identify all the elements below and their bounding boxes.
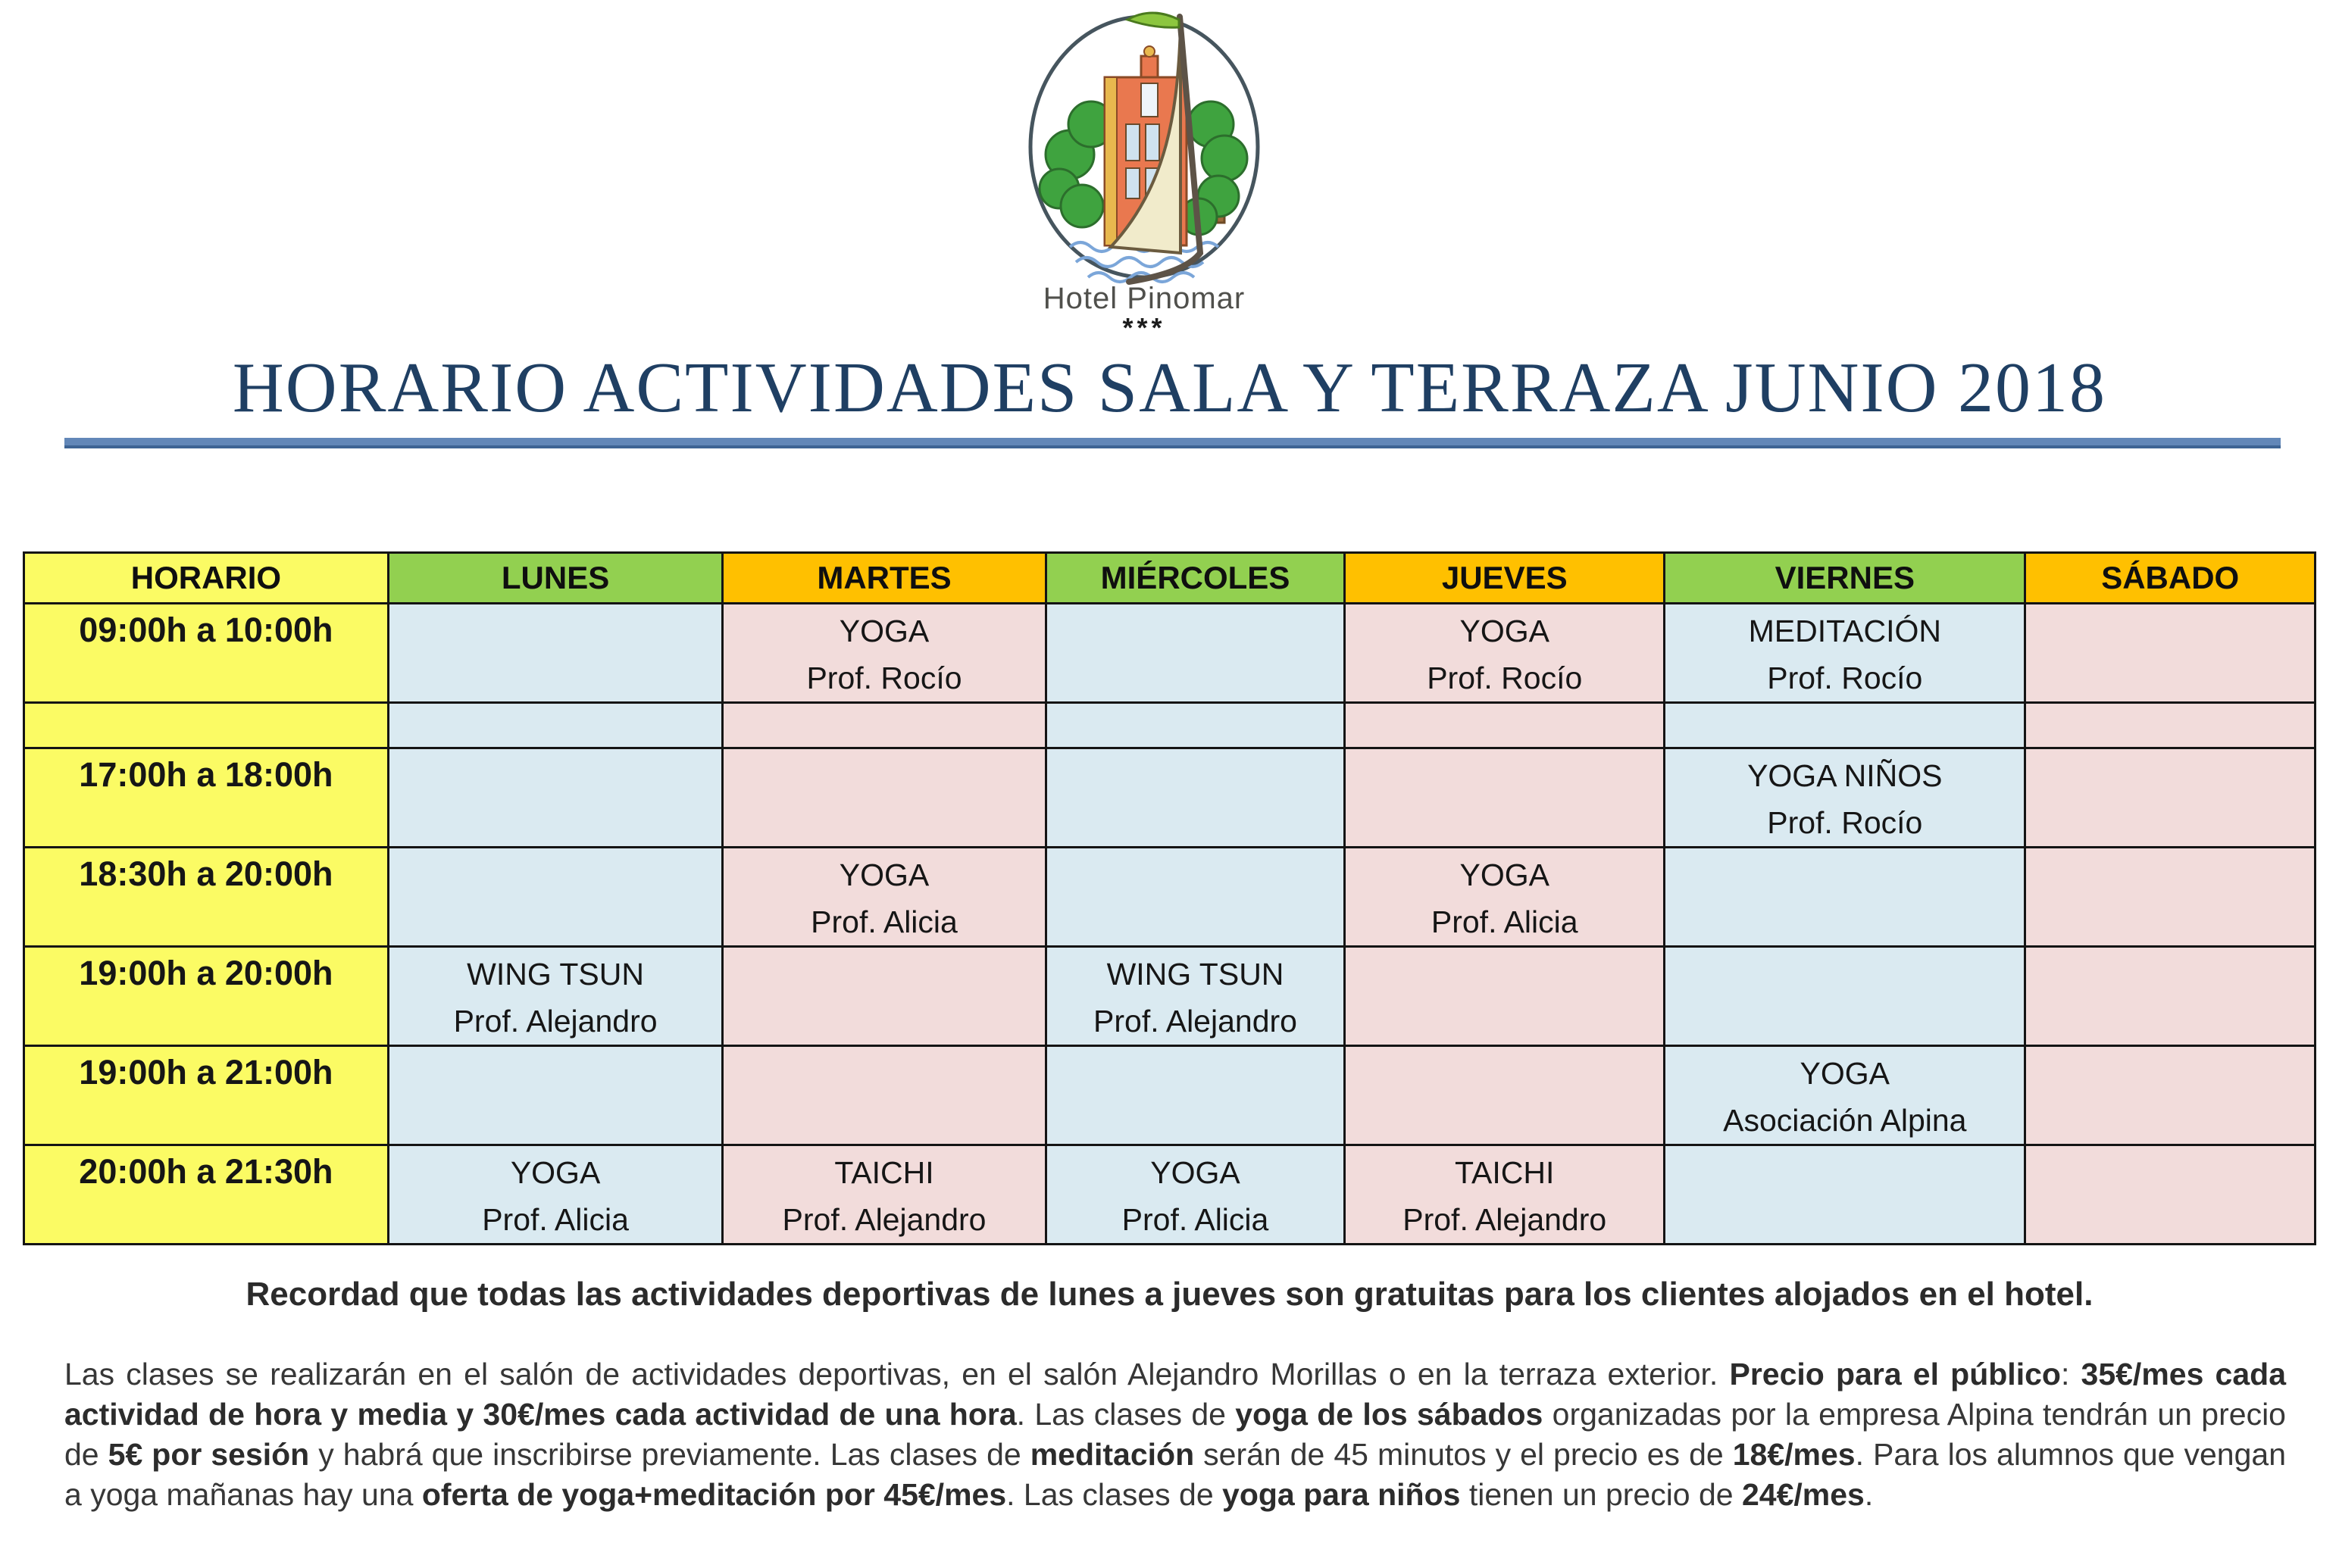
- pricing-bold-segment: yoga para niños: [1222, 1477, 1461, 1512]
- column-header-lunes: LUNES: [388, 553, 723, 604]
- activity-cell: [388, 703, 723, 748]
- activity-cell: [2025, 848, 2316, 947]
- activity-name: YOGA: [1800, 1056, 1890, 1091]
- activity-cell: [2025, 947, 2316, 1046]
- activity-cell: [723, 604, 1046, 703]
- pricing-text-segment: tienen un precio de: [1460, 1477, 1742, 1512]
- activity-name: YOGA: [1459, 614, 1549, 648]
- pricing-text-segment: serán de 45 minutos y el precio es de: [1194, 1437, 1733, 1472]
- pricing-text-segment: .: [1864, 1477, 1874, 1512]
- activity-cell: [1046, 947, 1345, 1046]
- activity-cell: [388, 1046, 723, 1145]
- activity-cell: [2025, 1046, 2316, 1145]
- schedule-header-row: [24, 553, 2316, 604]
- pricing-text-segment: . Las clases de: [1006, 1477, 1223, 1512]
- column-header-miércoles: MIÉRCOLES: [1046, 553, 1345, 604]
- pricing-text-segment: Las clases se realizarán en el salón de actividades deportivas, en el salón Alejandro Morillas o en la terraza exterior.: [64, 1357, 1730, 1392]
- schedule-row-1: [24, 703, 2316, 748]
- logo-caption: Hotel Pinomar: [1043, 282, 1246, 315]
- schedule-table-wrap: [23, 551, 2316, 1245]
- time-cell: 19:00h a 21:00h: [24, 1046, 389, 1145]
- activity-cell: [1345, 1145, 1665, 1245]
- pricing-bold-segment: oferta de yoga+meditación por 45€/mes: [421, 1477, 1007, 1512]
- pricing-text-segment: . Las clases de: [1016, 1397, 1236, 1432]
- activity-cell: [388, 848, 723, 947]
- activity-teacher: Prof. Alicia: [1121, 1202, 1269, 1237]
- activity-cell: [1345, 748, 1665, 848]
- activity-cell: [723, 748, 1046, 848]
- hotel-logo: [993, 3, 1296, 343]
- activity-cell: [1345, 947, 1665, 1046]
- activity-teacher: Prof. Rocío: [1767, 805, 1923, 840]
- pricing-bold-segment: 35€/mes cada actividad de hora y media y 30€/mes cada actividad de una hora: [64, 1357, 2287, 1432]
- activity-cell: [1345, 703, 1665, 748]
- activity-teacher: Prof. Alicia: [811, 904, 958, 939]
- activity-cell: [723, 1046, 1046, 1145]
- pricing-bold-segment: yoga de los sábados: [1235, 1397, 1543, 1432]
- pricing-bold-segment: 18€/mes: [1732, 1437, 1856, 1472]
- column-header-jueves: JUEVES: [1345, 553, 1665, 604]
- hotel-logo-image: [1000, 3, 1288, 285]
- column-header-sábado: SÁBADO: [2025, 553, 2316, 604]
- activity-cell: [2025, 748, 2316, 848]
- activity-cell: [723, 703, 1046, 748]
- logo-stars: ***: [1122, 312, 1166, 343]
- activity-cell: [1665, 848, 2025, 947]
- pricing-bold-segment: meditación: [1030, 1437, 1195, 1472]
- activity-name: YOGA: [510, 1155, 601, 1190]
- activity-teacher: Prof. Alejandro: [453, 1004, 658, 1039]
- activity-cell: [1665, 1145, 2025, 1245]
- activity-name: TAICHI: [834, 1155, 934, 1190]
- activity-cell: [1046, 703, 1345, 748]
- activity-teacher: Prof. Alicia: [1431, 904, 1578, 939]
- activity-cell: [388, 748, 723, 848]
- activity-teacher: Prof. Rocío: [1427, 661, 1583, 695]
- activity-cell: [1345, 848, 1665, 947]
- time-cell: 19:00h a 20:00h: [24, 947, 389, 1046]
- pricing-bold-segment: Precio para el público: [1729, 1357, 2061, 1392]
- time-cell: 17:00h a 18:00h: [24, 748, 389, 848]
- activity-cell: [2025, 703, 2316, 748]
- activity-cell: [1046, 748, 1345, 848]
- activity-cell: [1046, 1145, 1345, 1245]
- schedule-table: [23, 551, 2316, 1245]
- activity-cell: [1046, 848, 1345, 947]
- activity-cell: [1345, 1046, 1665, 1145]
- schedule-body: [24, 604, 2316, 1245]
- activity-name: YOGA NIÑOS: [1747, 758, 1943, 793]
- activity-cell: [1345, 604, 1665, 703]
- activity-name: YOGA: [839, 857, 930, 892]
- activity-cell: [1665, 947, 2025, 1046]
- activity-teacher: Prof. Rocío: [806, 661, 962, 695]
- activity-cell: [388, 604, 723, 703]
- schedule-row-0: [24, 604, 2316, 703]
- time-cell: 18:30h a 20:00h: [24, 848, 389, 947]
- activity-teacher: Prof. Alejandro: [782, 1202, 987, 1237]
- activity-name: YOGA: [839, 614, 930, 648]
- activity-teacher: Prof. Alejandro: [1402, 1202, 1607, 1237]
- activity-cell: [723, 1145, 1046, 1245]
- activity-teacher: Prof. Alejandro: [1093, 1004, 1297, 1039]
- activity-teacher: Prof. Alicia: [482, 1202, 629, 1237]
- column-header-horario: HORARIO: [24, 553, 389, 604]
- activity-cell: [1665, 703, 2025, 748]
- activity-cell: [1046, 1046, 1345, 1145]
- activity-name: WING TSUN: [467, 957, 644, 992]
- activity-cell: [388, 1145, 723, 1245]
- pricing-bold-segment: 5€ por sesión: [108, 1437, 310, 1472]
- schedule-row-2: [24, 748, 2316, 848]
- pricing-text-segment: . Para los alumnos que vengan a yoga mañanas hay una: [64, 1437, 2286, 1512]
- pricing-text-segment: :: [2060, 1357, 2081, 1392]
- activity-name: WING TSUN: [1106, 957, 1284, 992]
- time-cell: [24, 703, 389, 748]
- activity-cell: [388, 947, 723, 1046]
- activity-name: YOGA: [1459, 857, 1549, 892]
- activity-teacher: Prof. Rocío: [1767, 661, 1923, 695]
- pricing-text-segment: organizadas por la empresa Alpina tendrán un precio de: [64, 1397, 2286, 1472]
- pricing-bold-segment: 24€/mes: [1742, 1477, 1865, 1512]
- pricing-text-segment: y habrá que inscribirse previamente. Las clases de: [309, 1437, 1030, 1472]
- page-title: HORARIO ACTIVIDADES SALA Y TERRAZA JUNIO 2018: [232, 348, 2107, 427]
- activity-cell: [723, 848, 1046, 947]
- schedule-row-3: [24, 848, 2316, 947]
- schedule-row-5: [24, 1046, 2316, 1145]
- activity-name: MEDITACIÓN: [1748, 614, 1941, 648]
- activity-name: YOGA: [1150, 1155, 1240, 1190]
- schedule-row-4: [24, 947, 2316, 1046]
- activity-cell: [1046, 604, 1345, 703]
- activity-teacher: Asociación Alpina: [1723, 1103, 1967, 1138]
- column-header-viernes: VIERNES: [1665, 553, 2025, 604]
- activity-cell: [723, 947, 1046, 1046]
- schedule-row-6: [24, 1145, 2316, 1245]
- activity-cell: [1665, 1046, 2025, 1145]
- pricing-paragraph: [64, 1354, 2286, 1515]
- column-header-martes: MARTES: [723, 553, 1046, 604]
- activity-cell: [2025, 604, 2316, 703]
- time-cell: 09:00h a 10:00h: [24, 604, 389, 703]
- title-rule: [64, 438, 2281, 448]
- activity-cell: [2025, 1145, 2316, 1245]
- activity-cell: [1665, 604, 2025, 703]
- free-activities-note: Recordad que todas las actividades deportivas de lunes a jueves son gratuitas para los clientes alojados en el hotel.: [245, 1276, 2094, 1313]
- activity-cell: [1665, 748, 2025, 848]
- activity-name: TAICHI: [1455, 1155, 1555, 1190]
- time-cell: 20:00h a 21:30h: [24, 1145, 389, 1245]
